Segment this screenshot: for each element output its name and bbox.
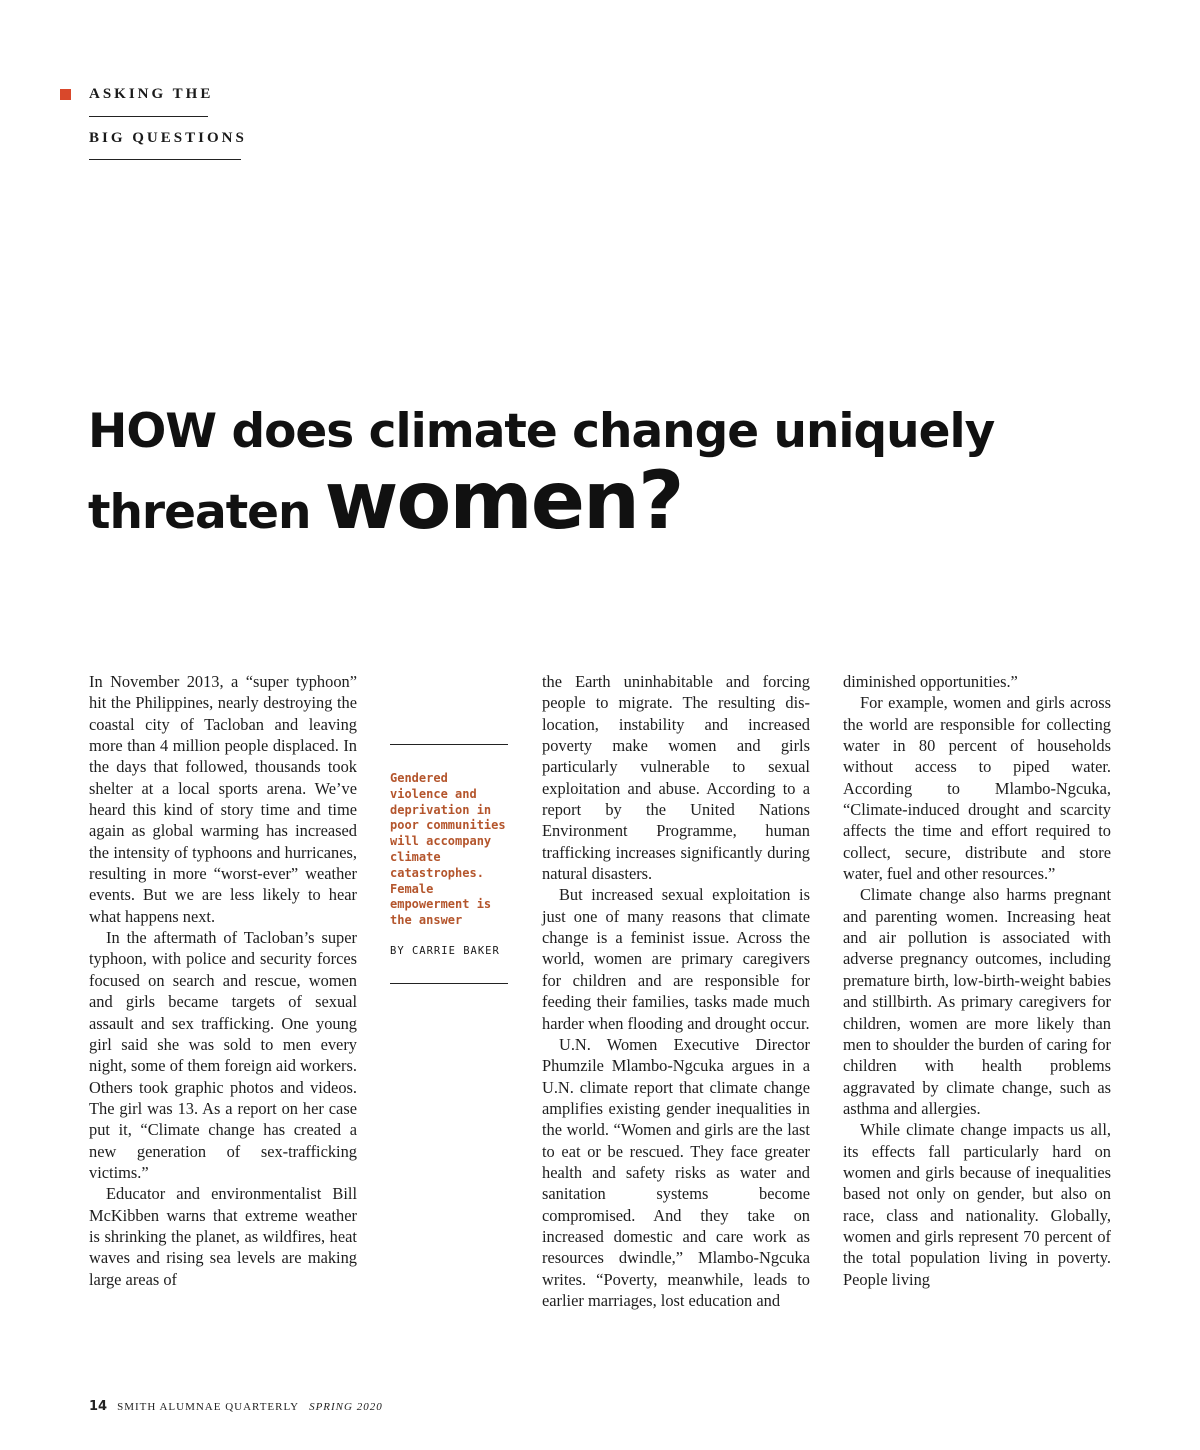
paragraph: In November 2013, a “super typhoon” hit the Philippines, nearly destroying the coastal city of Tacloban and leaving more than 4 million people displaced. In the days that followed, thousands took shelter at a local sports arena. We’ve heard this kind of story time and time again as global warming has increased the intensity of typhoons and hurricanes, resulting in more “worst-ever” weather events. But we are less likely to hear what happens next. bbox=[89, 672, 357, 926]
kicker-line-2: BIG QUESTIONS bbox=[89, 130, 247, 146]
byline: BY CARRIE BAKER bbox=[390, 944, 500, 957]
kicker-rule-2 bbox=[89, 159, 241, 160]
paragraph: Climate change also harms pregnant and parenting women. Increasing heat and air pollution is associated with adverse pregnancy outcomes, including premature birth, low-birth-weight babies and stillbirth. As primary caregivers for children, women are more likely than men to shoulder the burden of caring for children with health problems aggravated by climate change, such as asthma and allergies. bbox=[843, 885, 1111, 1118]
paragraph: the Earth uninhabitable and forcing people to migrate. The resulting dislocation, instability and increased poverty make women and girls particularly vulnerable to sexual exploitation and abuse. According to a report by the United Nations Environment Programme, human trafficking increases significantly during natural disasters. bbox=[542, 672, 810, 884]
paragraph: In the aftermath of Tacloban’s super typhoon, with police and security forces focused on search and rescue, women and girls became targets of sexual assault and sex trafficking. One young girl said she was sold to men every night, some of them foreign aid workers. Others took graphic photos and videos. The girl was 13. As a report on her case put it, “Climate change has created a new generation of sex-trafficking victims.” bbox=[89, 928, 357, 1182]
paragraph: diminished opportunities.” bbox=[843, 672, 1018, 691]
issue-label: SPRING 2020 bbox=[309, 1401, 383, 1413]
page-footer bbox=[89, 1397, 383, 1415]
paragraph: For example, women and girls across the world are responsible for collecting water in 80 percent of households without access to piped water. According to Mlambo-Ngcuka, “Climate-induced drought and scarcity affects the time and effort required to collect, secure, distribute and store water, fuel and other resources.” bbox=[843, 693, 1111, 884]
headline-line-2-small: threaten bbox=[88, 485, 311, 540]
kicker-rule-1 bbox=[89, 116, 208, 117]
body-column-2 bbox=[542, 671, 810, 1311]
paragraph: But increased sexual exploitation is just one of many reasons that climate change is a feminist issue. Across the world, women are primary caregivers for children and are responsible for feeding their families, tasks made much harder when flooding and drought occur. bbox=[542, 885, 810, 1033]
article-headline bbox=[88, 404, 994, 558]
headline-line-2 bbox=[88, 454, 994, 558]
pull-quote-top-rule bbox=[390, 744, 508, 745]
kicker-line-1: ASKING THE bbox=[89, 86, 214, 102]
body-column-3 bbox=[843, 671, 1111, 1290]
pull-quote bbox=[390, 744, 508, 984]
headline-line-2-big: women? bbox=[324, 454, 683, 547]
body-column-1 bbox=[89, 671, 357, 1290]
paragraph: U.N. Women Executive Director Phumzile Mlambo-Ngcuka argues in a U.N. climate report that climate change amplifies existing gender inequalities in the world. “Women and girls are the last to eat or be rescued. They face greater health and safety risks as water and sanitation systems become compromised. And they take on increased domestic and care work as resources dwindle,” Mlambo-Ngcuka writes. “Poverty, meanwhile, leads to earlier marriages, lost education and bbox=[542, 1034, 810, 1310]
kicker-square-icon bbox=[60, 89, 71, 100]
page-number: 14 bbox=[89, 1399, 108, 1414]
publication-name: SMITH ALUMNAE QUARTERLY bbox=[117, 1401, 300, 1413]
paragraph: Educator and environmentalist Bill McKibben warns that extreme weather is shrinking the planet, as wildfires, heat waves and rising sea levels are making large areas of bbox=[89, 1184, 357, 1289]
pull-quote-text: Gendered violence and deprivation in poor communities will accompany climate catastrophes. Female empowerment is the answer bbox=[390, 771, 506, 928]
paragraph: While climate change impacts us all, its effects fall particularly hard on women and girls because of inequalities based not only on gender, but also on race, class and nationality. Globally, women and girls represent 70 percent of the total population living in poverty. People living bbox=[843, 1120, 1111, 1289]
pull-quote-bottom-rule bbox=[390, 983, 508, 984]
headline-line-1: HOW does climate change uniquely bbox=[88, 404, 995, 459]
